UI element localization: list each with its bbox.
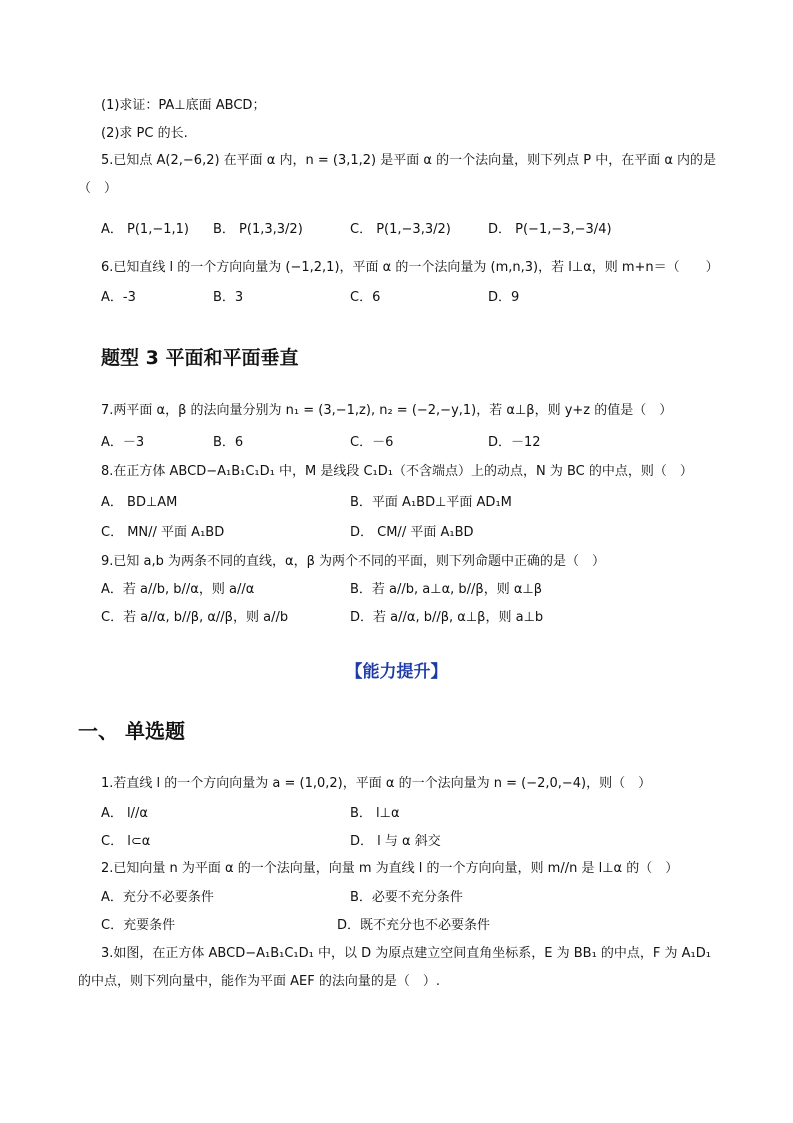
s2-stem: 2.已知向量 n 为平面 α 的一个法向量，向量 m 为直线 l 的一个方向向量，则 m//n 是 l⊥α 的（ ） bbox=[101, 861, 679, 876]
q8-option-c: C． MN// 平面 A₁BD bbox=[101, 525, 225, 540]
q7-option-b: B．6 bbox=[213, 435, 244, 450]
q8-option-d: D． CM// 平面 A₁BD bbox=[350, 525, 474, 540]
q9-option-d: D．若 a//α, b//β, α⊥β，则 a⊥b bbox=[350, 610, 544, 625]
q5-option-b: B． P(1,3,3/2) bbox=[213, 222, 303, 237]
q5-option-a: A． P(1,−1,1) bbox=[101, 222, 189, 237]
q7-option-c: C．－6 bbox=[350, 435, 394, 450]
q5-option-d: D． P(−1,−3,−3/4) bbox=[488, 222, 612, 237]
s1-option-a: A． l//α bbox=[101, 806, 148, 821]
q6-option-a: A．-3 bbox=[101, 290, 136, 305]
q6-option-b: B．3 bbox=[213, 290, 244, 305]
q8-option-b: B．平面 A₁BD⊥平面 AD₁M bbox=[350, 495, 512, 510]
section-heading-3: 题型 3 平面和平面垂直 bbox=[101, 347, 299, 369]
q7-option-d: D．－12 bbox=[488, 435, 541, 450]
q9-option-a: A．若 a//b, b//α，则 a//α bbox=[101, 582, 255, 597]
q5-stem: 5.已知点 A(2,−6,2) 在平面 α 内，n = (3,1,2) 是平面 α 的一个法向量，则下列点 P 中，在平面 α 内的是 bbox=[101, 153, 717, 168]
sub-question-2: (2)求 PC 的长. bbox=[101, 126, 188, 141]
s1-option-b: B． l⊥α bbox=[350, 806, 400, 821]
q5-stem-cont: （ ） bbox=[78, 181, 118, 196]
s2-option-c: C．充要条件 bbox=[101, 918, 176, 933]
q7-stem: 7.两平面 α，β 的法向量分别为 n₁ = (3,−1,z), n₂ = (−2,−y,1)，若 α⊥β，则 y+z 的值是（ ） bbox=[101, 403, 673, 418]
section-heading-single-choice: 一、 单选题 bbox=[78, 719, 185, 743]
s2-option-b: B．必要不充分条件 bbox=[350, 890, 463, 905]
q9-stem: 9.已知 a,b 为两条不同的直线，α，β 为两个不同的平面，则下列命题中正确的是（ ） bbox=[101, 554, 606, 569]
s1-option-d: D． l 与 α 斜交 bbox=[350, 834, 441, 849]
q6-option-d: D．9 bbox=[488, 290, 520, 305]
q6-option-c: C．6 bbox=[350, 290, 381, 305]
s3-stem-cont: 的中点，则下列向量中，能作为平面 AEF 的法向量的是（ ）. bbox=[78, 974, 440, 989]
s3-stem: 3.如图，在正方体 ABCD−A₁B₁C₁D₁ 中，以 D 为原点建立空间直角坐标系，E 为 BB₁ 的中点，F 为 A₁D₁ bbox=[101, 946, 711, 961]
q5-option-c: C． P(1,−3,3/2) bbox=[350, 222, 451, 237]
q9-option-b: B．若 a//b, a⊥α, b//β，则 α⊥β bbox=[350, 582, 543, 597]
q8-stem: 8.在正方体 ABCD−A₁B₁C₁D₁ 中，M 是线段 C₁D₁（不含端点）上的动点，N 为 BC 的中点，则（ ） bbox=[101, 464, 693, 479]
sub-question-1: (1)求证：PA⊥底面 ABCD； bbox=[101, 98, 266, 113]
q8-option-a: A． BD⊥AM bbox=[101, 495, 178, 510]
q9-option-c: C．若 a//α, b//β, α//β，则 a//b bbox=[101, 610, 289, 625]
q7-option-a: A．－3 bbox=[101, 435, 145, 450]
s1-option-c: C． l⊂α bbox=[101, 834, 151, 849]
s2-option-a: A．充分不必要条件 bbox=[101, 890, 214, 905]
s2-option-d: D．既不充分也不必要条件 bbox=[337, 918, 491, 933]
q6-stem: 6.已知直线 l 的一个方向向量为 (−1,2,1)，平面 α 的一个法向量为 (m,n,3)，若 l⊥α，则 m+n＝（ ） bbox=[101, 260, 719, 275]
s1-stem: 1.若直线 l 的一个方向向量为 a = (1,0,2)，平面 α 的一个法向量为 n = (−2,0,−4)，则（ ） bbox=[101, 776, 652, 791]
ability-section-title: 【能力提升】 bbox=[345, 662, 448, 682]
